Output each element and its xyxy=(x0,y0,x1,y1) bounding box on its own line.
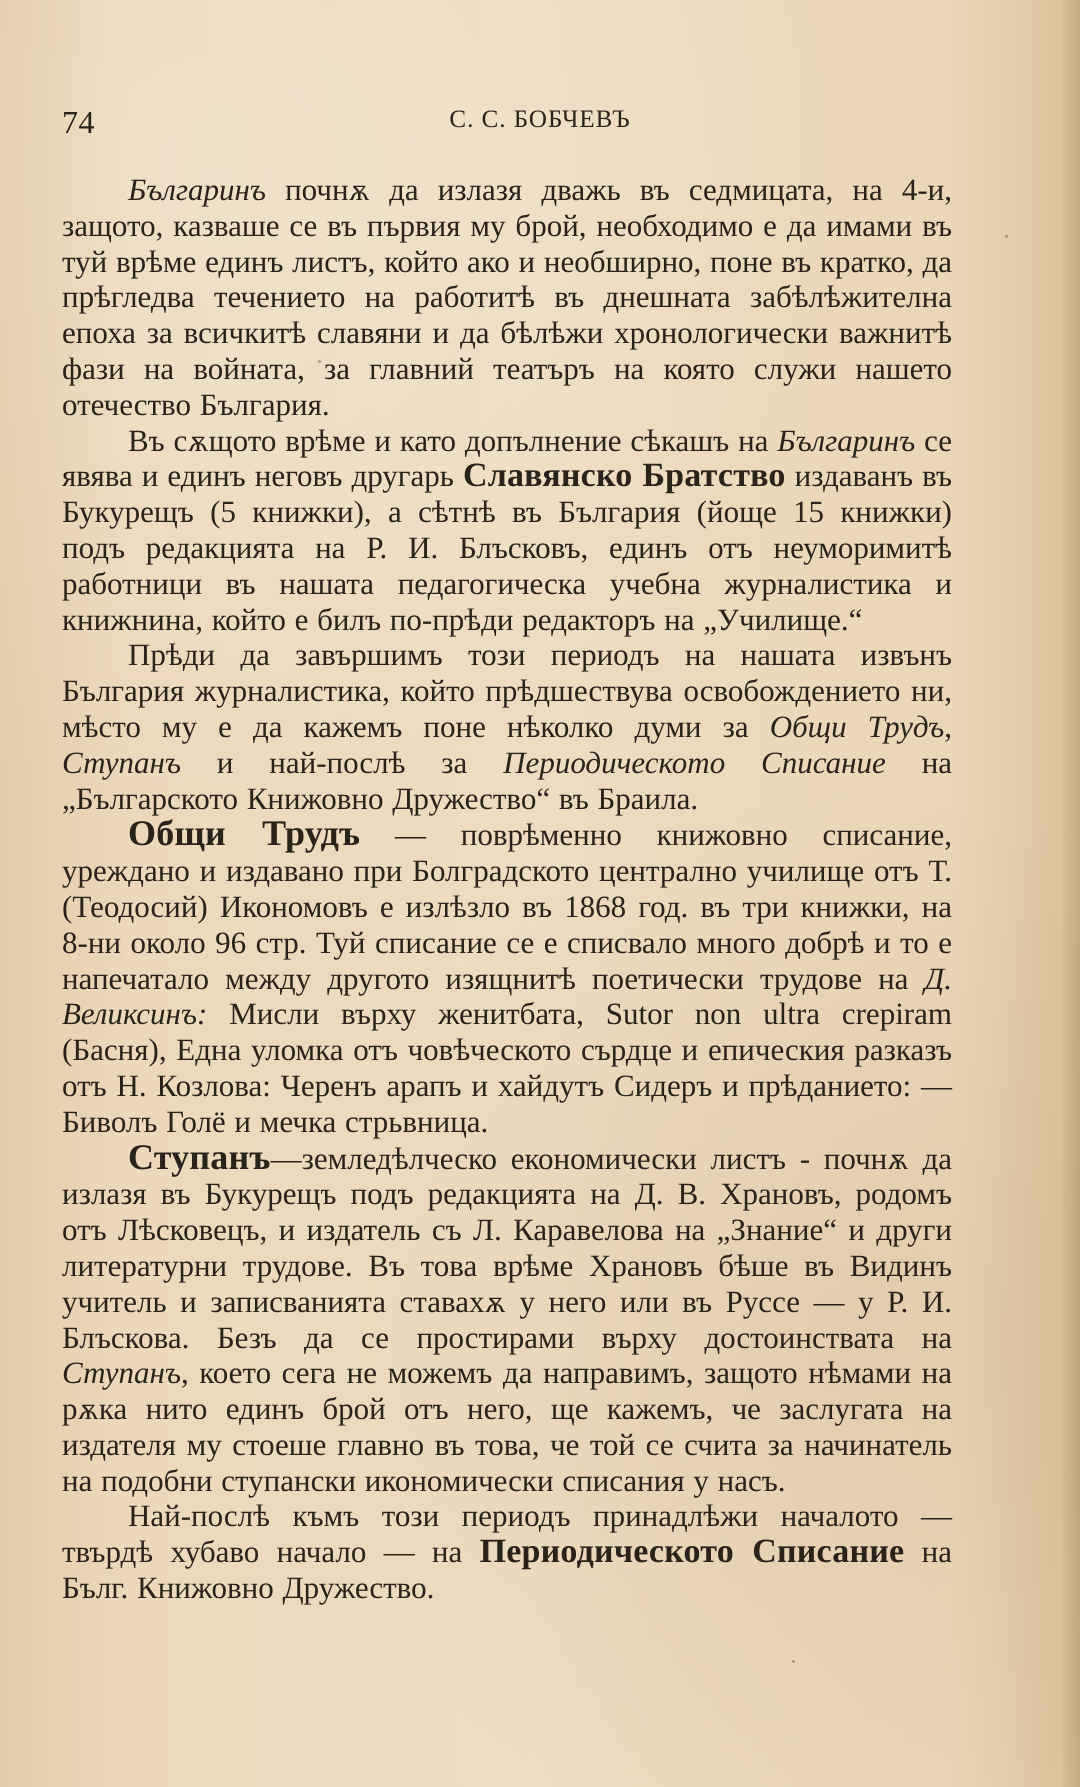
paragraph-3 xyxy=(62,637,952,816)
paper-speck xyxy=(1005,235,1008,238)
paragraph-text: се явява и единъ неговъ другарь xyxy=(62,422,953,494)
publication-title: Българинъ xyxy=(128,172,266,207)
paragraph-text: Най-послѣ къмъ този периодъ принадлѣжи началото — твърдѣ хубаво начало — на xyxy=(62,1498,952,1570)
paragraph-text: —земледѣлческо економически листъ - почнѫ да излазя въ Букурещъ подъ редакцията на Д. В. Храновъ, родомъ отъ Лѣсковецъ, и издатель съ Л. Каравелова на „Знание“ и други литературни трудове. Въ това врѣме Храновъ бѣше въ Видинъ учитель и записванията ставахѫ у него или въ Руссе — у Р. И. Блъскова. Безъ да се простирами върху достоинствата на xyxy=(62,1140,952,1355)
paragraph-2 xyxy=(62,423,952,638)
section-title: Ступанъ xyxy=(128,1136,271,1177)
page-header xyxy=(62,104,1018,144)
paragraph-5 xyxy=(62,1136,952,1499)
publication-title-bold: Периодическото Списание xyxy=(479,1533,905,1571)
paragraph-text: Мисли върху женитбата, Sutor non ultra crepiram (Басня), Една уломка отъ човѣческото сърдце и епическия разказъ отъ Н. Козлова: Черенъ арапъ и хайдутъ Сидеръ и прѣданието: — Биволъ Голё и мечка стрьвница. xyxy=(62,996,953,1139)
paragraph-1 xyxy=(62,172,952,423)
paper-speck xyxy=(318,360,321,363)
paragraph-text: и най-послѣ за xyxy=(216,744,468,780)
paper-speck xyxy=(792,1660,795,1663)
publication-title: Периодическото Списание xyxy=(503,744,886,780)
paragraph-text: на Бълг. Книжовно Дружество. xyxy=(62,1534,952,1606)
page-body xyxy=(62,172,952,1606)
paragraph-text: издаванъ въ Букурещъ (5 книжки), а сѣтнѣ въ България (йоще 15 книжки) подъ редакцията на Р. И. Блъсковъ, единъ отъ неуморимитѣ работници въ нашата педагогическа учебна журналистика и книжнина, който е билъ по-прѣди редакторъ на „Училище.“ xyxy=(62,458,953,637)
author-name: Д. Великсинъ: xyxy=(62,960,953,1032)
paragraph-text: на „Българското Книжовно Дружество“ въ Браила. xyxy=(62,744,953,816)
paragraph-6 xyxy=(62,1498,952,1605)
paragraph-text: , което сега не можемъ да направимъ, защото нѣмами на рѫка нито единъ брой отъ него, ще кажемъ, че заслугата на издателя му стоеше главно въ това, че той се счита за начинатель на подобни ступански икономически списания у насъ. xyxy=(62,1355,952,1498)
section-title: Общи Трудъ xyxy=(128,813,361,854)
publication-title: Общи Трудъ xyxy=(769,708,945,744)
publication-title: Ступанъ xyxy=(62,744,181,780)
punctuation: , xyxy=(944,708,952,744)
paragraph-text: Прѣди да завършимъ този периодъ на нашата извънъ България журналистика, който прѣдшествува освобождението ни, мѣсто му е да кажемъ поне нѣколко думи за xyxy=(62,637,952,744)
page-number: 74 xyxy=(62,104,95,140)
paragraph-text: почнѫ да излазя дважь въ седмицата, на 4-и, защото, казваше се въ първия му брой, необходимо е да имами въ туй врѣме единъ листъ, който ако и необширно, поне въ кратко, да прѣгледва течението на работитѣ въ днешната забѣлѣжителна епоха за всичкитѣ славяни и да бѣлѣжи хронологически важнитѣ фази на войната, за главний театъръ на която служи нашето отечество България. xyxy=(62,172,952,422)
running-head: С. С. БОБЧЕВЪ xyxy=(449,106,631,133)
publication-title: Българинъ xyxy=(777,422,916,458)
paragraph-4 xyxy=(62,813,953,1139)
paragraph-text: Въ сѫщото врѣме и като допълнение сѣкашъ на xyxy=(128,422,769,458)
publication-title-bold: Славянско Братство xyxy=(462,457,786,495)
publication-title: Ступанъ xyxy=(62,1355,181,1391)
paragraph-text: — поврѣменно книжовно списание, уреждано и издавано при Болградското централно училище отъ Т. (Теодосий) Икономовъ е излѣзло въ 1868 год. въ три книжки, на 8-ни около 96 стр. Туй списание се е списвало много добрѣ и то е напечатало между другото изящнитѣ поетически трудове на xyxy=(62,817,952,996)
